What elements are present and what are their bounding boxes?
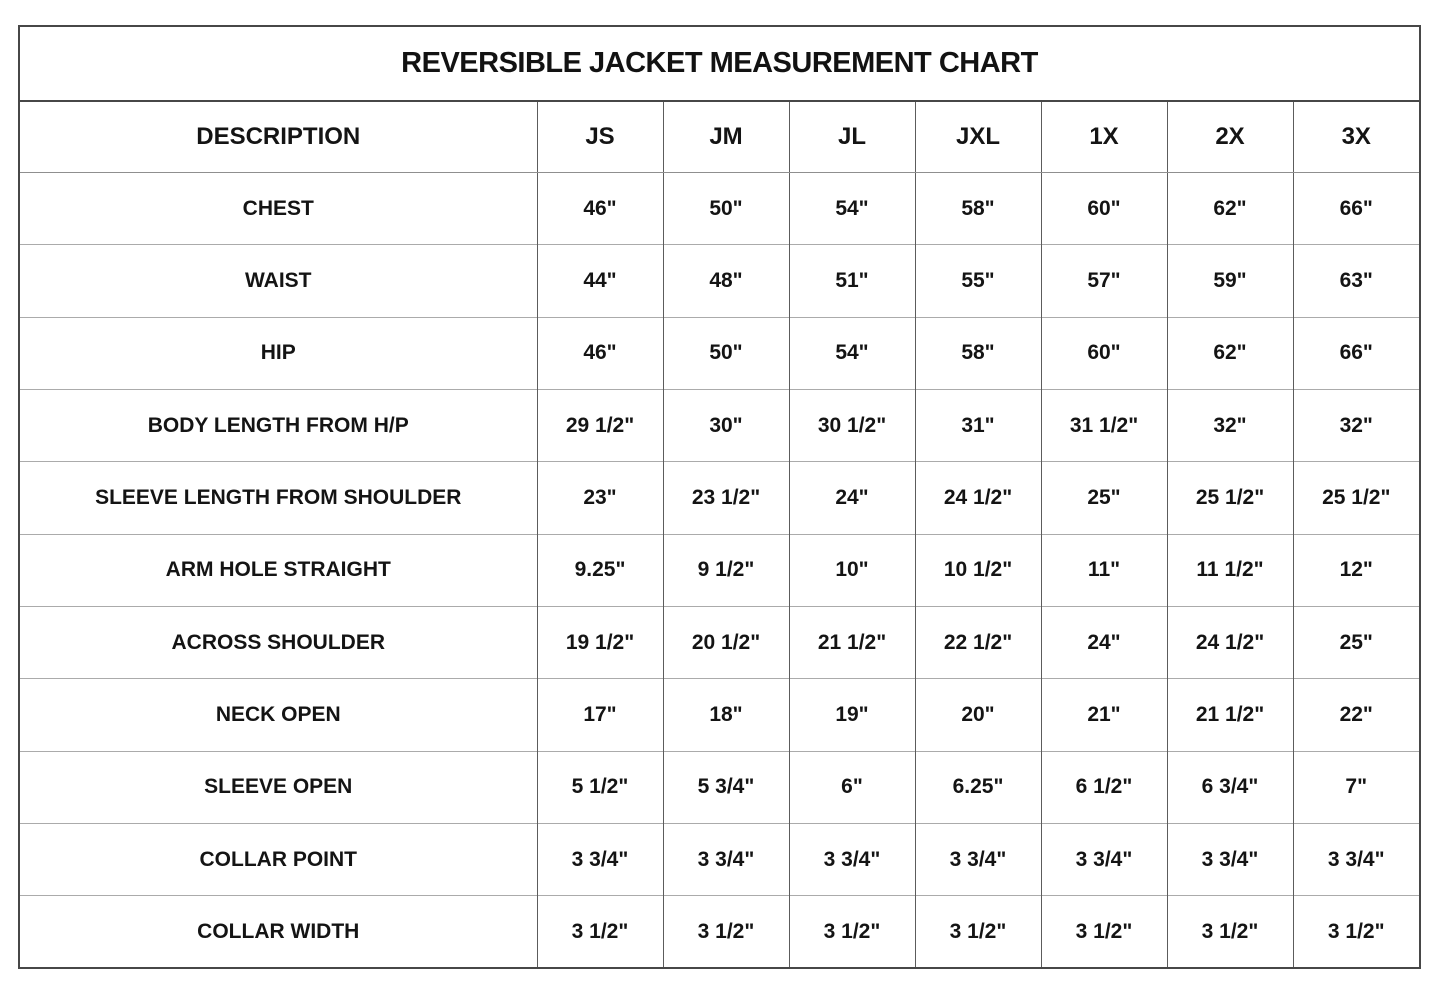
measurement-cell: 3 3/4" (915, 824, 1041, 896)
measurement-cell: 44" (537, 245, 663, 317)
measurement-cell: 6 3/4" (1167, 751, 1293, 823)
measurement-cell: 7" (1293, 751, 1419, 823)
column-header-size-js: JS (537, 102, 663, 173)
measurement-cell: 10 1/2" (915, 534, 1041, 606)
table-row (20, 534, 1419, 606)
table-row (20, 824, 1419, 896)
measurement-cell: 58" (915, 173, 1041, 245)
measurement-cell: 19 1/2" (537, 607, 663, 679)
measurement-cell: 19" (789, 679, 915, 751)
measurement-cell: 30 1/2" (789, 390, 915, 462)
row-label: BODY LENGTH FROM H/P (20, 390, 537, 462)
measurement-cell: 29 1/2" (537, 390, 663, 462)
measurement-cell: 21 1/2" (789, 607, 915, 679)
row-label: WAIST (20, 245, 537, 317)
table-body (20, 173, 1419, 968)
measurement-cell: 48" (663, 245, 789, 317)
measurement-cell: 23 1/2" (663, 462, 789, 534)
measurement-cell: 31" (915, 390, 1041, 462)
measurement-cell: 3 1/2" (1167, 896, 1293, 967)
measurement-cell: 24 1/2" (915, 462, 1041, 534)
measurement-cell: 62" (1167, 317, 1293, 389)
measurement-cell: 32" (1167, 390, 1293, 462)
measurement-cell: 24" (1041, 607, 1167, 679)
column-header-size-1x: 1X (1041, 102, 1167, 173)
measurement-cell: 6" (789, 751, 915, 823)
measurement-cell: 9 1/2" (663, 534, 789, 606)
measurement-cell: 3 3/4" (1041, 824, 1167, 896)
measurement-cell: 10" (789, 534, 915, 606)
measurement-cell: 63" (1293, 245, 1419, 317)
measurement-chart-sheet (18, 25, 1421, 969)
table-row (20, 390, 1419, 462)
measurement-cell: 21 1/2" (1167, 679, 1293, 751)
measurement-cell: 20" (915, 679, 1041, 751)
measurement-cell: 50" (663, 317, 789, 389)
measurement-cell: 3 3/4" (789, 824, 915, 896)
measurement-cell: 46" (537, 317, 663, 389)
measurement-cell: 9.25" (537, 534, 663, 606)
measurement-cell: 11" (1041, 534, 1167, 606)
measurement-cell: 25" (1041, 462, 1167, 534)
row-label: COLLAR WIDTH (20, 896, 537, 967)
measurement-cell: 58" (915, 317, 1041, 389)
measurement-cell: 55" (915, 245, 1041, 317)
measurement-cell: 12" (1293, 534, 1419, 606)
measurement-cell: 3 1/2" (663, 896, 789, 967)
measurement-cell: 57" (1041, 245, 1167, 317)
measurement-cell: 66" (1293, 317, 1419, 389)
measurement-cell: 66" (1293, 173, 1419, 245)
measurement-cell: 32" (1293, 390, 1419, 462)
measurement-cell: 31 1/2" (1041, 390, 1167, 462)
table-header-row (20, 102, 1419, 173)
measurement-cell: 25 1/2" (1293, 462, 1419, 534)
measurement-cell: 3 3/4" (1293, 824, 1419, 896)
measurement-cell: 25" (1293, 607, 1419, 679)
measurement-cell: 60" (1041, 317, 1167, 389)
table-row (20, 462, 1419, 534)
row-label: HIP (20, 317, 537, 389)
measurement-cell: 23" (537, 462, 663, 534)
measurement-table (20, 102, 1419, 967)
table-row (20, 607, 1419, 679)
measurement-cell: 59" (1167, 245, 1293, 317)
measurement-cell: 6.25" (915, 751, 1041, 823)
measurement-cell: 3 3/4" (663, 824, 789, 896)
measurement-cell: 25 1/2" (1167, 462, 1293, 534)
measurement-cell: 3 1/2" (537, 896, 663, 967)
table-header (20, 102, 1419, 173)
measurement-cell: 20 1/2" (663, 607, 789, 679)
measurement-cell: 24 1/2" (1167, 607, 1293, 679)
measurement-cell: 62" (1167, 173, 1293, 245)
measurement-cell: 17" (537, 679, 663, 751)
table-row (20, 751, 1419, 823)
column-header-size-jl: JL (789, 102, 915, 173)
measurement-cell: 11 1/2" (1167, 534, 1293, 606)
column-header-size-3x: 3X (1293, 102, 1419, 173)
measurement-cell: 5 3/4" (663, 751, 789, 823)
table-row (20, 173, 1419, 245)
column-header-size-jxl: JXL (915, 102, 1041, 173)
measurement-cell: 30" (663, 390, 789, 462)
row-label: ARM HOLE STRAIGHT (20, 534, 537, 606)
measurement-cell: 24" (789, 462, 915, 534)
table-row (20, 896, 1419, 967)
row-label: NECK OPEN (20, 679, 537, 751)
row-label: CHEST (242, 196, 314, 220)
table-row (20, 245, 1419, 317)
measurement-cell: 6 1/2" (1041, 751, 1167, 823)
measurement-cell: 22" (1293, 679, 1419, 751)
measurement-cell: 60" (1041, 173, 1167, 245)
table-row (20, 679, 1419, 751)
column-header-description: DESCRIPTION (20, 102, 537, 173)
measurement-cell: 54" (789, 317, 915, 389)
column-header-size-2x: 2X (1167, 102, 1293, 173)
measurement-cell: 3 1/2" (1293, 896, 1419, 967)
measurement-cell: 46" (537, 173, 663, 245)
measurement-cell: 54" (789, 173, 915, 245)
measurement-cell: 22 1/2" (915, 607, 1041, 679)
measurement-cell: 21" (1041, 679, 1167, 751)
row-label: ACROSS SHOULDER (20, 607, 537, 679)
measurement-cell: 3 3/4" (1167, 824, 1293, 896)
column-header-size-jm: JM (663, 102, 789, 173)
measurement-cell: 3 3/4" (537, 824, 663, 896)
chart-title: REVERSIBLE JACKET MEASUREMENT CHART (20, 27, 1419, 102)
table-row (20, 317, 1419, 389)
measurement-cell: 18" (663, 679, 789, 751)
measurement-cell: 50" (663, 173, 789, 245)
measurement-cell: 5 1/2" (537, 751, 663, 823)
measurement-cell: 3 1/2" (915, 896, 1041, 967)
row-label: SLEEVE LENGTH FROM SHOULDER (20, 462, 537, 534)
measurement-cell: 3 1/2" (1041, 896, 1167, 967)
row-label: COLLAR POINT (20, 824, 537, 896)
row-label: SLEEVE OPEN (20, 751, 537, 823)
measurement-cell: 51" (789, 245, 915, 317)
measurement-cell: 3 1/2" (789, 896, 915, 967)
